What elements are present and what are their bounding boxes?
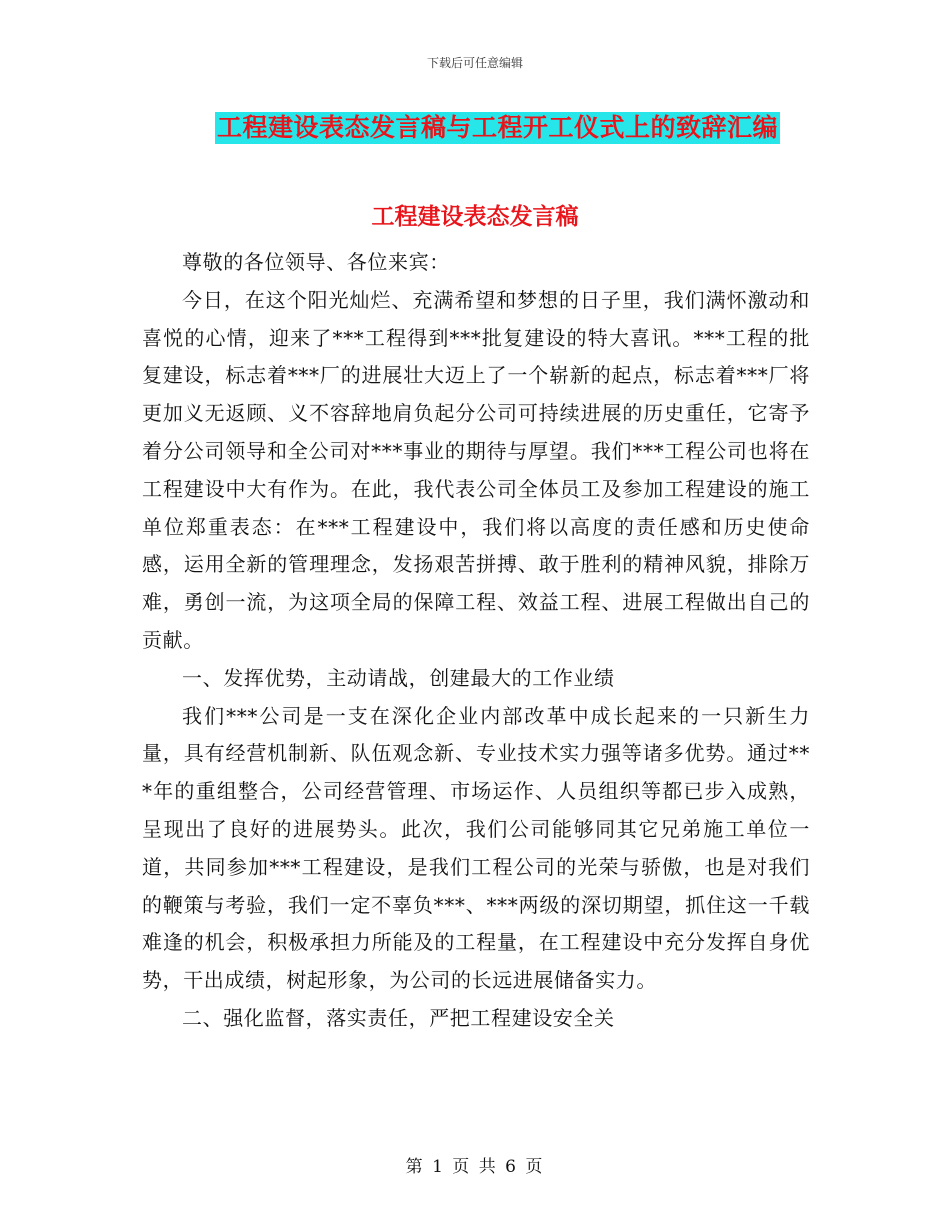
- body-paragraph: 今日，在这个阳光灿烂、充满希望和梦想的日子里，我们满怀激动和喜悦的心情，迎来了***工程得到***批复建设的特大喜讯。***工程的批复建设，标志着***厂的进展壮大迈上了一个崭新的起点，标志着***厂将更加义无返顾、义不容辞地肩负起分公司可持续进展的历史重任，它寄予着分公司领导和全公司对***事业的期待与厚望。我们***工程公司也将在工程建设中大有作为。在此，我代表公司全体员工及参加工程建设的施工单位郑重表态：在***工程建设中，我们将以高度的责任感和历史使命感，运用全新的管理理念，发扬艰苦拼搏、敢于胜利的精神风貌，排除万难，勇创一流，为这项全局的保障工程、效益工程、进展工程做出自己的贡献。: [142, 287, 810, 652]
- header-note: 下载后可任意编辑: [426, 56, 523, 70]
- salutation-paragraph: 尊敬的各位领导、各位来宾：: [182, 250, 450, 274]
- section-heading-2: 二、强化监督，落实责任，严把工程建设安全关: [182, 1005, 615, 1030]
- body-paragraph: 我们***公司是一支在深化企业内部改革中成长起来的一只新生力量，具有经营机制新、队伍观念新、专业技术实力强等诸多优势。通过***年的重组整合，公司经营管理、市场运作、人员组织等都已步入成熟，呈现出了良好的进展势头。此次，我们公司能够同其它兄弟施工单位一道，共同参加***工程建设，是我们工程公司的光荣与骄傲，也是对我们的鞭策与考验，我们一定不辜负***、***两级的深切期望，抓住这一千载难逢的机会，积极承担力所能及的工程量，在工程建设中充分发挥自身优势，干出成绩，树起形象，为公司的长远进展储备实力。: [142, 703, 810, 993]
- page-number: 第 1 页 共 6 页: [405, 1157, 545, 1177]
- main-title: 工程建设表态发言稿与工程开工仪式上的致辞汇编: [216, 113, 778, 142]
- sub-title: 工程建设表态发言稿: [371, 204, 579, 230]
- main-title-container: [0, 112, 950, 144]
- section-heading-1: 一、发挥优势，主动请战，创建最大的工作业绩: [182, 665, 615, 690]
- document-body: [142, 220, 810, 1038]
